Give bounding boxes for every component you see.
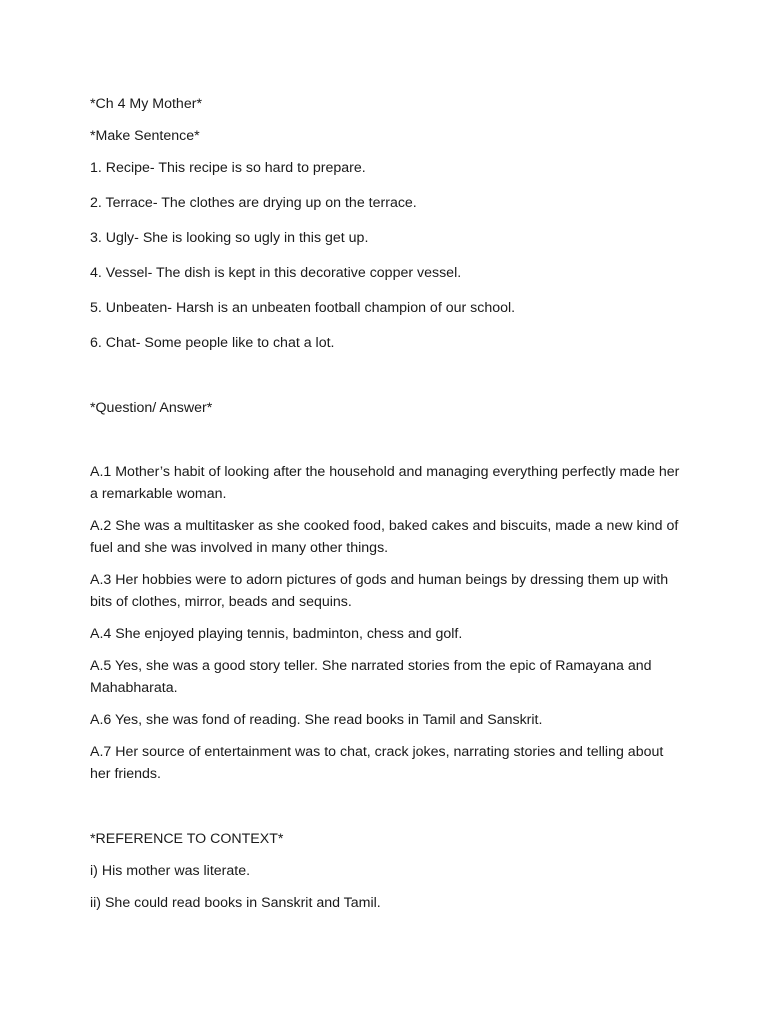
answer-item: A.4 She enjoyed playing tennis, badminton, chess and golf. bbox=[90, 626, 463, 642]
make-sentence-list bbox=[90, 157, 680, 354]
sentence-item: 6. Chat- Some people like to chat a lot. bbox=[90, 335, 335, 351]
sentence-item: 2. Terrace- The clothes are drying up on the terrace. bbox=[90, 195, 417, 211]
sentence-item: 5. Unbeaten- Harsh is an unbeaten football champion of our school. bbox=[90, 300, 516, 316]
reference-list bbox=[90, 860, 680, 914]
answer-item: A.5 Yes, she was a good story teller. She narrated stories from the epic of Ramayana and Mahabharata. bbox=[90, 658, 652, 696]
document-page bbox=[90, 93, 680, 914]
sentence-item: 4. Vessel- The dish is kept in this decorative copper vessel. bbox=[90, 265, 462, 281]
make-sentence-heading: *Make Sentence* bbox=[90, 128, 200, 144]
answer-item: A.1 Mother’s habit of looking after the household and managing everything perfectly made her a remarkable woman. bbox=[90, 464, 680, 502]
reference-item: ii) She could read books in Sanskrit and Tamil. bbox=[90, 895, 381, 911]
reference-heading: *REFERENCE TO CONTEXT* bbox=[90, 831, 284, 847]
sentence-item: 1. Recipe- This recipe is so hard to prepare. bbox=[90, 160, 366, 176]
question-answer-heading: *Question/ Answer* bbox=[90, 400, 213, 416]
sentence-item: 3. Ugly- She is looking so ugly in this get up. bbox=[90, 230, 369, 246]
answer-item: A.7 Her source of entertainment was to chat, crack jokes, narrating stories and telling about her friends. bbox=[90, 744, 664, 782]
answer-item: A.2 She was a multitasker as she cooked food, baked cakes and biscuits, made a new kind of fuel and she was involved in many other things. bbox=[90, 518, 679, 556]
answer-item: A.3 Her hobbies were to adorn pictures of gods and human beings by dressing them up with bits of clothes, mirror, beads and sequins. bbox=[90, 572, 669, 610]
reference-item: i) His mother was literate. bbox=[90, 863, 251, 879]
answer-item: A.6 Yes, she was fond of reading. She read books in Tamil and Sanskrit. bbox=[90, 712, 543, 728]
chapter-title: *Ch 4 My Mother* bbox=[90, 96, 202, 112]
answer-list bbox=[90, 461, 680, 785]
